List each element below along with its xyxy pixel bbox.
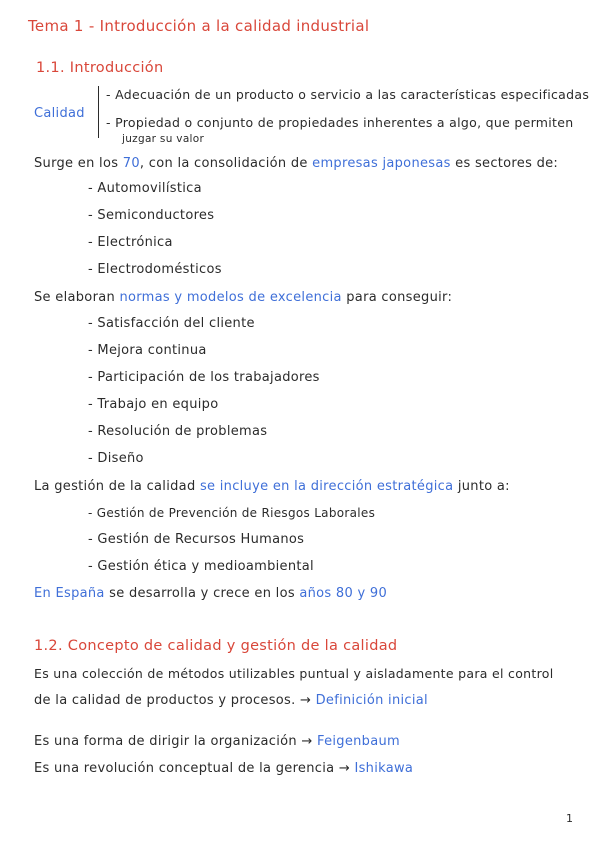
definition-text: Es una revolución conceptual de la gerencia → [34, 761, 351, 776]
elaboran-text: para conseguir: [346, 290, 453, 305]
definition-text: de la calidad de productos y procesos. → [34, 693, 312, 708]
gestion-text: junto a: [457, 479, 510, 494]
surge-highlight: empresas japonesas [312, 156, 451, 171]
objetivo-item: - Mejora continua [88, 343, 207, 358]
objetivo-item: - Trabajo en equipo [88, 397, 219, 412]
page-number: 1 [566, 812, 573, 825]
definition-item-continuation: juzgar su valor [122, 133, 205, 145]
gestion-item: - Gestión de Recursos Humanos [88, 532, 305, 547]
surge-text: es sectores de: [455, 156, 559, 171]
definition-paragraph-line [34, 693, 428, 709]
espana-text: se desarrolla y crece en los [109, 586, 295, 601]
gestion-line [34, 479, 510, 495]
surge-line [34, 156, 558, 172]
definition-item: - Propiedad o conjunto de propiedades inherentes a algo, que permiten [106, 115, 574, 130]
definition-paragraph-line [34, 761, 413, 777]
espana-line [34, 586, 387, 602]
definition-source: Definición inicial [315, 693, 428, 708]
surge-text: Surge en los [34, 156, 119, 171]
definition-text: Es una forma de dirigir la organización → [34, 734, 313, 749]
sector-item: - Electrónica [88, 235, 173, 250]
definition-source: Ishikawa [354, 761, 414, 776]
calidad-label: Calidad [34, 106, 85, 121]
elaboran-line [34, 290, 452, 306]
objetivo-item: - Participación de los trabajadores [88, 370, 320, 385]
definition-brace [98, 86, 105, 138]
elaboran-text: Se elaboran [34, 290, 116, 305]
surge-text: , con la consolidación de [139, 156, 308, 171]
objetivo-item: - Resolución de problemas [88, 424, 268, 439]
definition-paragraph-line [34, 734, 400, 750]
objetivo-item: - Satisfacción del cliente [88, 316, 255, 331]
definition-item: - Adecuación de un producto o servicio a las características especificadas [106, 87, 590, 102]
gestion-text: La gestión de la calidad [34, 479, 196, 494]
gestion-item: - Gestión de Prevención de Riesgos Laborales [88, 506, 376, 520]
sector-item: - Electrodomésticos [88, 262, 222, 277]
section-heading-1-2: 1.2. Concepto de calidad y gestión de la calidad [34, 638, 398, 654]
espana-years: años 80 y 90 [299, 586, 388, 601]
sector-item: - Semiconductores [88, 208, 215, 223]
espana-highlight: En España [34, 586, 105, 601]
page-title: Tema 1 - Introducción a la calidad industrial [28, 17, 370, 35]
elaboran-highlight: normas y modelos de excelencia [119, 290, 342, 305]
surge-year: 70 [122, 156, 140, 171]
sector-item: - Automovilística [88, 181, 202, 196]
definition-source: Feigenbaum [317, 734, 401, 749]
objetivo-item: - Diseño [88, 451, 144, 466]
gestion-item: - Gestión ética y medioambiental [88, 559, 314, 574]
section-heading-1-1: 1.1. Introducción [36, 60, 164, 76]
gestion-highlight: se incluye en la dirección estratégica [199, 479, 454, 494]
definition-paragraph-line: Es una colección de métodos utilizables puntual y aisladamente para el control [34, 666, 554, 681]
